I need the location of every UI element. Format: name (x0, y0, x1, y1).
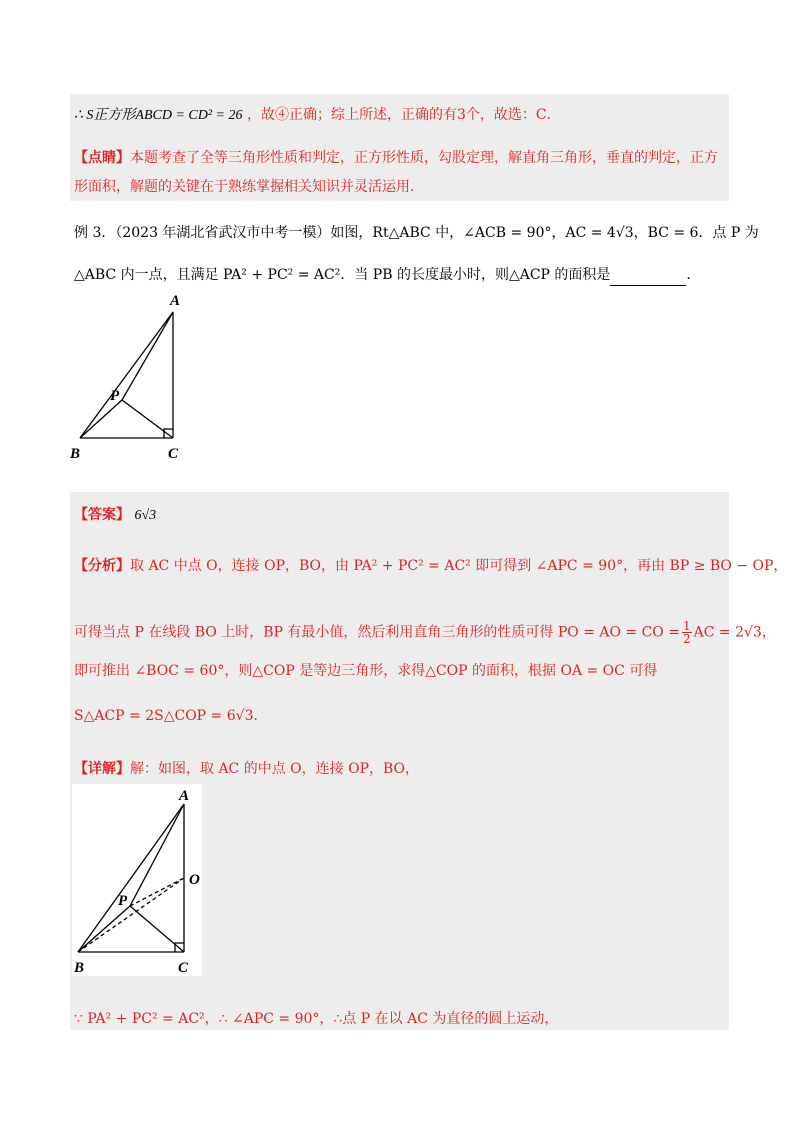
label-b: B (70, 446, 81, 462)
prev-conclusion-line (74, 104, 561, 127)
answer-value: 6√3 (134, 508, 157, 523)
segment-pc (130, 906, 184, 952)
detail-text-1: 解：如图，取 AC 的中点 O，连接 OP，BO， (130, 761, 420, 777)
example-line-1: 例 3．（2023 年湖北省武汉市中考一模）如图，Rt△ABC 中，∠ACB = 90°，AC = 4√3，BC = 6．点 P 为 (74, 225, 759, 241)
analysis-line-1 (74, 555, 787, 577)
fraction-denominator: 2 (682, 632, 691, 646)
answer-tag: 【答案】 (74, 507, 130, 523)
analysis-line-3: 即可推出 ∠BOC = 60°，则△COP 是等边三角形，求得△COP 的面积，根据 OA = OC 可得 (74, 663, 658, 679)
figure-triangle-abc-with-o (72, 784, 202, 976)
segment-pa (130, 804, 184, 906)
segment-pa (122, 312, 173, 400)
label-a: A (170, 293, 181, 309)
side-ab (78, 804, 184, 952)
label-a: A (179, 788, 190, 804)
label-o: O (189, 872, 200, 888)
conclusion-text: ，故④正确；综上所述，正确的有3个，故选：C． (246, 107, 561, 123)
label-p: P (110, 388, 120, 404)
analysis-line-2 (74, 620, 776, 645)
analysis-line-4: S△ACP = 2S△COP = 6√3． (74, 708, 268, 724)
segment-pc (122, 400, 173, 438)
analysis-tag: 【分析】 (74, 558, 130, 574)
answer-line (74, 504, 156, 527)
segment-bo-dashed (78, 878, 184, 952)
fraction-numerator: 1 (682, 619, 691, 633)
analysis-text-1: 取 AC 中点 O，连接 OP，BO，由 PA² + PC² = AC² 即可得到 ∠APC = 90°，再由 BP ≥ BO − OP， (130, 558, 788, 574)
detail-tag: 【详解】 (74, 761, 130, 777)
analysis-text-2b: AC = 2√3， (693, 624, 776, 641)
comment-tag: 【点睛】 (74, 150, 130, 166)
label-p: P (118, 893, 128, 909)
fraction-one-half (682, 620, 692, 645)
example-end: ． (686, 267, 701, 283)
segment-pb (80, 400, 122, 438)
side-ab (80, 312, 173, 438)
label-b: B (74, 960, 85, 976)
figure-triangle-abc (66, 288, 196, 468)
analysis-text-2: 可得当点 P 在线段 BO 上时，BP 有最小值，然后利用直角三角形的性质可得 PO = AO = CO = (74, 624, 680, 641)
comment-line-2: 形面积，解题的关键在于熟练掌握相关知识并灵活运用． (74, 179, 424, 195)
comment-line-1 (74, 147, 718, 169)
example-text-2: △ABC 内一点，且满足 PA² + PC² = AC²．当 PB 的长度最小时，则△ACP 的面积是 (74, 267, 611, 283)
answer-blank (610, 271, 686, 286)
detail-last-line: ∵ PA² + PC² = AC²，∴ ∠APC = 90°，∴点 P 在以 AC 为直径的圆上运动， (74, 1011, 559, 1027)
area-expression: ∴ S正方形ABCD = CD² = 26 (74, 108, 243, 123)
label-c: C (178, 960, 189, 976)
label-c: C (168, 446, 179, 462)
example-line-2 (74, 264, 700, 286)
detail-line-1 (74, 758, 419, 780)
comment-text-1: 本题考查了全等三角形性质和判定，正方形性质，勾股定理，解直角三角形，垂直的判定，正方 (130, 150, 718, 166)
segment-pb (78, 906, 130, 952)
